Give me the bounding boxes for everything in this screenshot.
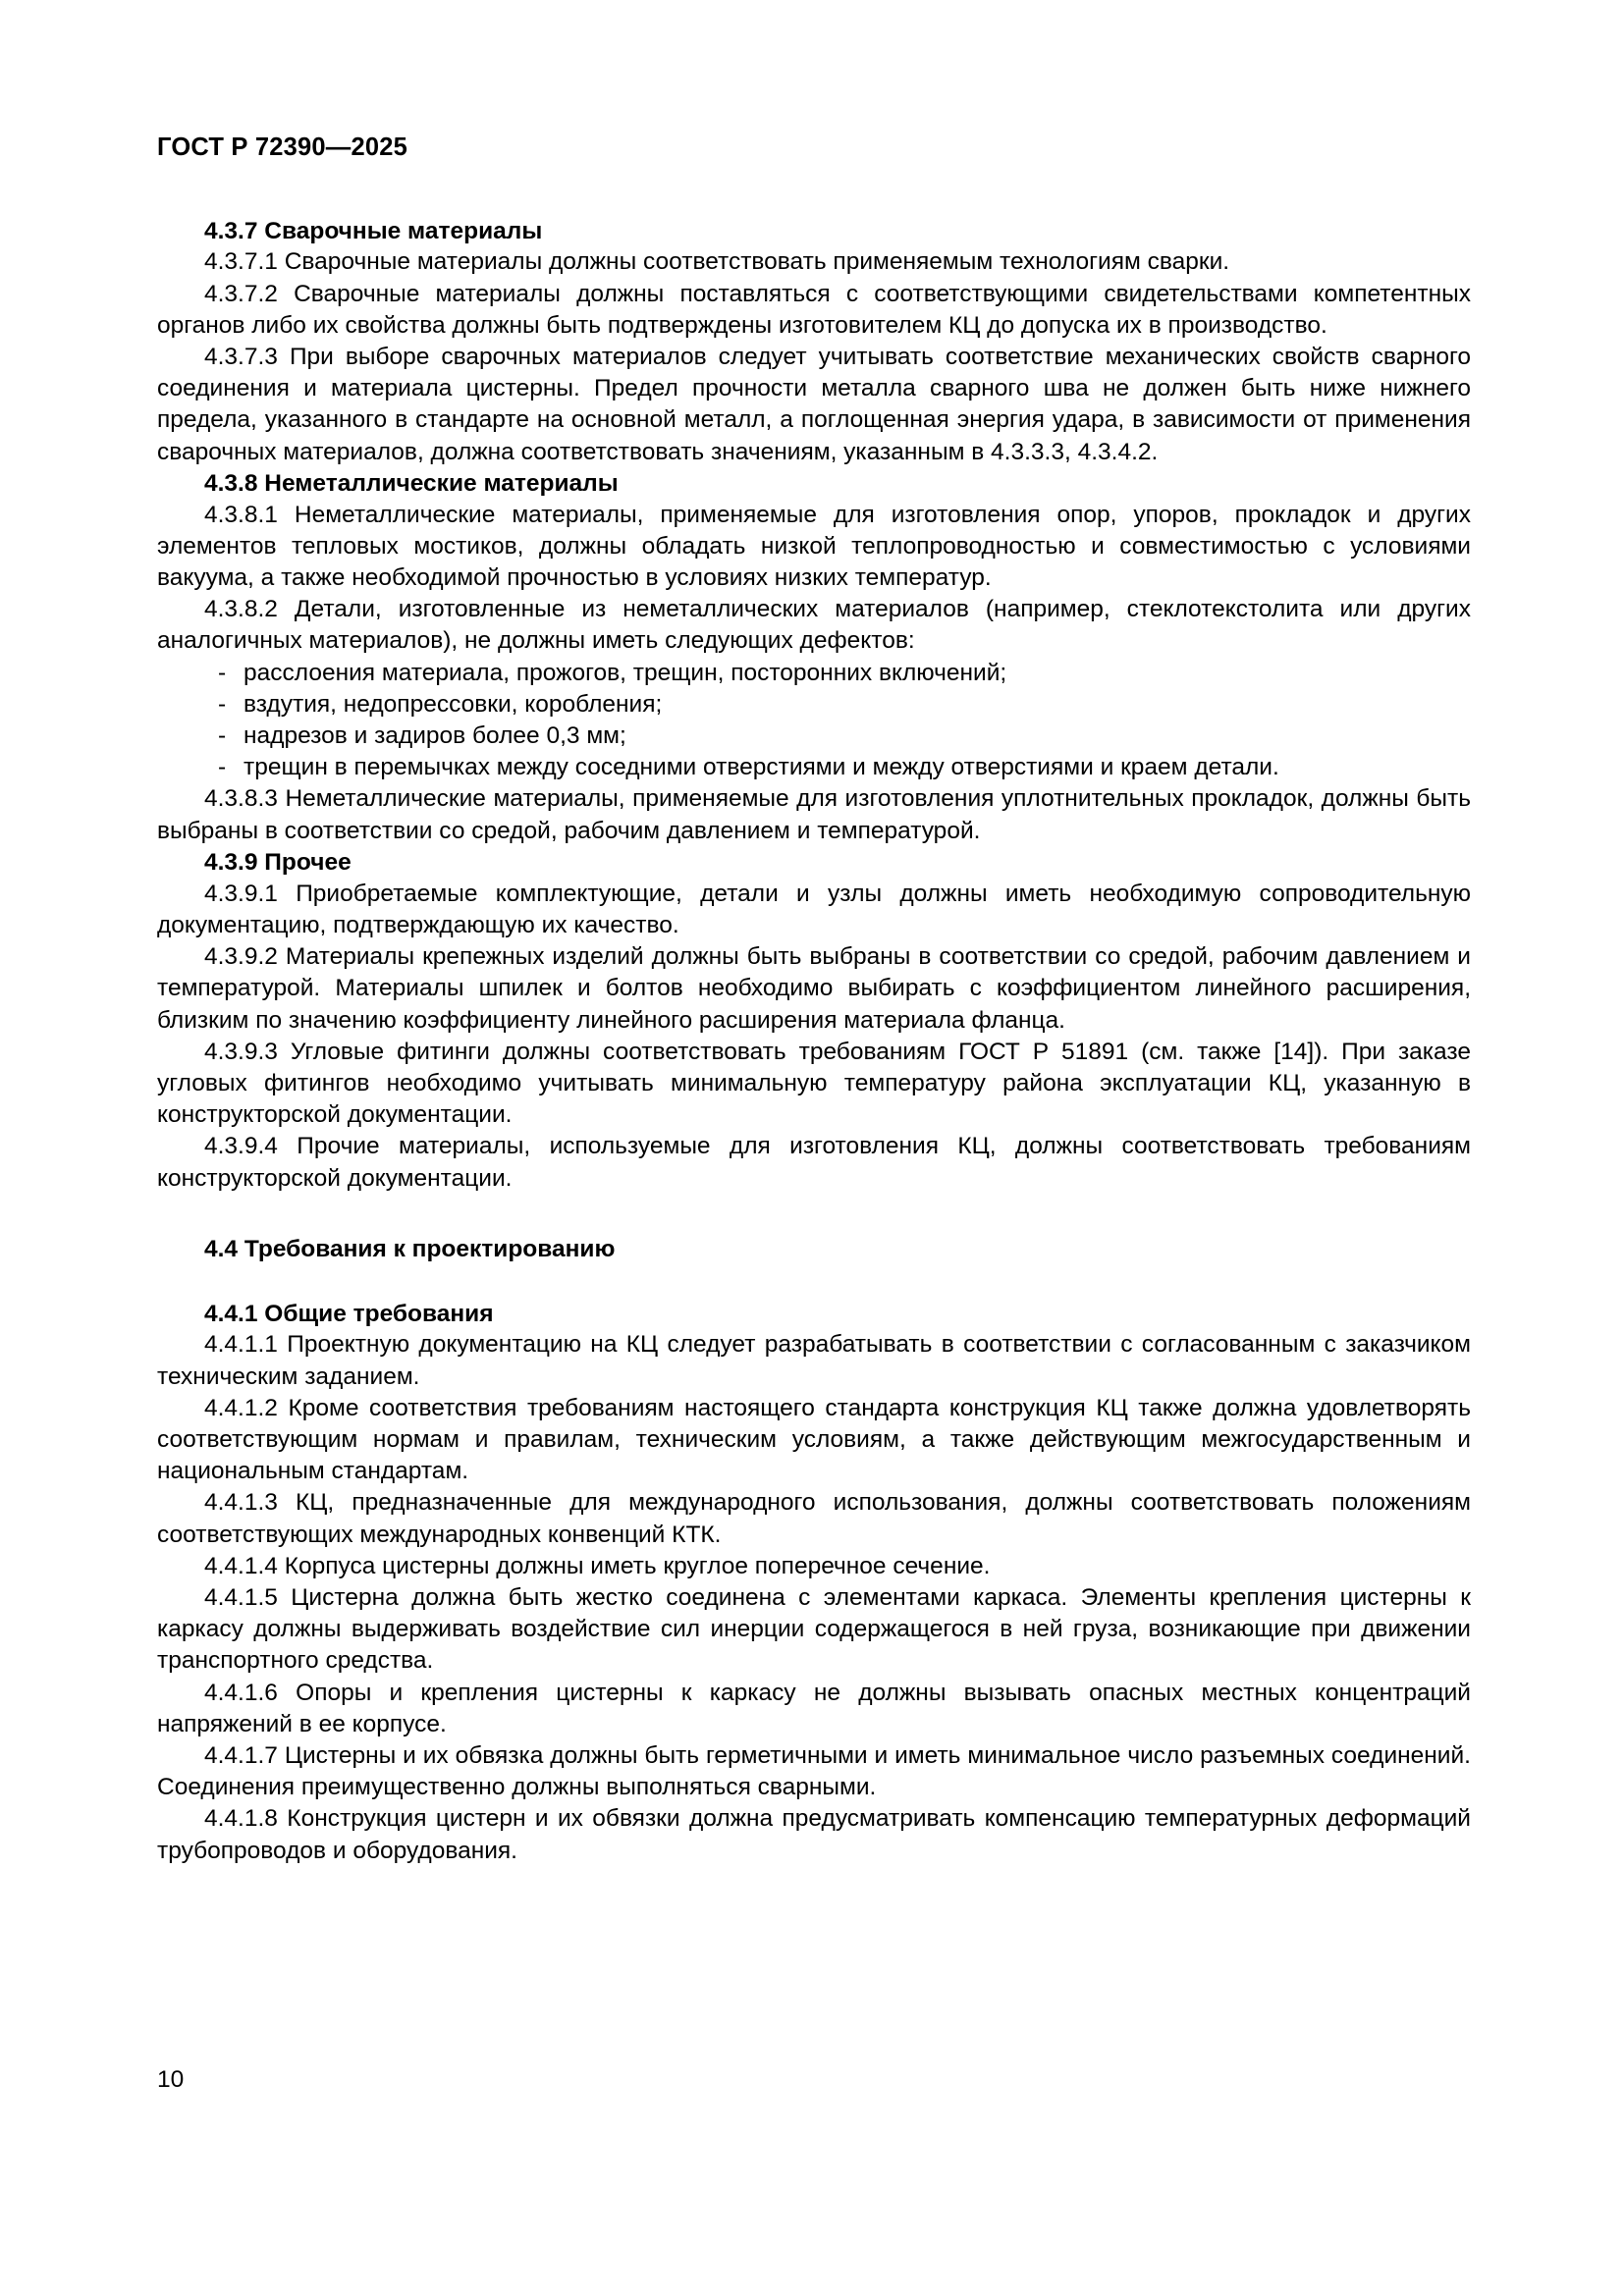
list-bullet-dash: - — [218, 754, 227, 781]
paragraph-4-3-8-3: 4.3.8.3 Неметаллические материалы, применяемые для изготовления уплотнительных прокладок, должны быть выбраны в соответствии со средой, рабочим давлением и температурой. — [157, 785, 1471, 844]
list-item-text: вздутия, недопрессовки, коробления; — [244, 690, 663, 718]
paragraph-4-3-9-3: 4.3.9.3 Угловые фитинги должны соответствовать требованиям ГОСТ Р 51891 (см. также [14]). При заказе угловых фитингов необходимо учитывать минимальную температуру района эксплуатации КЦ, указанную в конструкторской документации. — [157, 1038, 1471, 1129]
paragraph-4-4-1-5: 4.4.1.5 Цистерна должна быть жестко соединена с элементами каркаса. Элементы крепления цистерны к каркасу должны выдерживать воздействие сил инерции содержащегося в ней груза, возникающие при движении транспортного средства. — [157, 1584, 1471, 1675]
paragraph-4-3-9-1: 4.3.9.1 Приобретаемые комплектующие, детали и узлы должны иметь необходимую сопроводительную документацию, подтверждающую их качество. — [157, 880, 1471, 938]
list-item — [157, 752, 1471, 783]
list-item — [157, 658, 1471, 689]
paragraph-4-4-1-8: 4.4.1.8 Конструкция цистерн и их обвязки должна предусматривать компенсацию температурных деформаций трубопроводов и оборудования. — [157, 1805, 1471, 1864]
list-item — [157, 721, 1471, 752]
list-bullet-dash: - — [218, 690, 227, 718]
section-heading-4-4-1: 4.4.1 Общие требования — [204, 1300, 494, 1327]
list-bullet-dash: - — [218, 722, 227, 750]
section-heading-4-3-9: 4.3.9 Прочее — [204, 848, 352, 876]
list-bullet-dash: - — [218, 659, 227, 686]
paragraph-4-3-9-4: 4.3.9.4 Прочие материалы, используемые для изготовления КЦ, должны соответствовать требованиям конструкторской документации. — [157, 1133, 1471, 1192]
section-heading-4-4: 4.4 Требования к проектированию — [204, 1235, 616, 1262]
paragraph-4-4-1-6: 4.4.1.6 Опоры и крепления цистерны к каркасу не должны вызывать опасных местных концентраций напряжений в ее корпусе. — [157, 1679, 1471, 1737]
defect-list — [157, 658, 1471, 784]
paragraph-4-3-9-2: 4.3.9.2 Материалы крепежных изделий должны быть выбраны в соответствии со средой, рабочим давлением и температурой. Материалы шпилек и болтов необходимо выбирать с коэффициентом линейного расширения, близким по значению коэффициенту линейного расширения материала фланца. — [157, 943, 1471, 1034]
page-number: 10 — [157, 2066, 185, 2093]
list-item-text: расслоения материала, прожогов, трещин, посторонних включений; — [244, 659, 1007, 686]
paragraph-4-4-1-4: 4.4.1.4 Корпуса цистерны должны иметь круглое поперечное сечение. — [204, 1552, 991, 1579]
paragraph-4-3-7-1: 4.3.7.1 Сварочные материалы должны соответствовать применяемым технологиям сварки. — [204, 248, 1230, 276]
page-content — [157, 135, 1471, 1867]
paragraph-4-3-8-1: 4.3.8.1 Неметаллические материалы, применяемые для изготовления опор, упоров, прокладок и других элементов тепловых мостиков, должны обладать низкой теплопроводностью и совместимостью с условиями вакуума, а также необходимой прочностью в условиях низких температур. — [157, 501, 1471, 592]
paragraph-4-4-1-1: 4.4.1.1 Проектную документацию на КЦ следует разрабатывать в соответствии с согласованным с заказчиком техническим заданием. — [157, 1331, 1471, 1390]
paragraph-4-4-1-7: 4.4.1.7 Цистерны и их обвязка должны быть герметичными и иметь минимальное число разъемных соединений. Соединения преимущественно должны выполняться сварными. — [157, 1742, 1471, 1801]
running-head-standard-number: ГОСТ Р 72390—2025 — [157, 133, 408, 161]
list-item-text: надрезов и задиров более 0,3 мм; — [244, 722, 626, 750]
paragraph-4-4-1-2: 4.4.1.2 Кроме соответствия требованиям настоящего стандарта конструкция КЦ также должна удовлетворять соответствующим нормам и правилам, техническим условиям, а также действующим межгосударственным и национальным стандартам. — [157, 1394, 1471, 1485]
paragraph-4-3-7-2: 4.3.7.2 Сварочные материалы должны поставляться с соответствующими свидетельствами компетентных органов либо их свойства должны быть подтверждены изготовителем КЦ до допуска их в производство. — [157, 280, 1471, 339]
list-item — [157, 689, 1471, 721]
section-heading-4-3-8: 4.3.8 Неметаллические материалы — [204, 469, 619, 497]
section-heading-4-3-7: 4.3.7 Сварочные материалы — [204, 217, 543, 244]
paragraph-4-3-8-2: 4.3.8.2 Детали, изготовленные из неметаллических материалов (например, стеклотекстолита или других аналогичных материалов), не должны иметь следующих дефектов: — [157, 596, 1471, 655]
paragraph-4-4-1-3: 4.4.1.3 КЦ, предназначенные для международного использования, должны соответствовать положениям соответствующих международных конвенций КТК. — [157, 1489, 1471, 1548]
list-item-text: трещин в перемычках между соседними отверстиями и между отверстиями и краем детали. — [244, 754, 1279, 781]
paragraph-4-3-7-3: 4.3.7.3 При выборе сварочных материалов следует учитывать соответствие механических свойств сварного соединения и материала цистерны. Предел прочности металла сварного шва не должен быть ниже нижнего предела, указанного в стандарте на основной металл, а поглощенная энергия удара, в зависимости от применения сварочных материалов, должна соответствовать значениям, указанным в 4.3.3.3, 4.3.4.2. — [157, 343, 1471, 465]
